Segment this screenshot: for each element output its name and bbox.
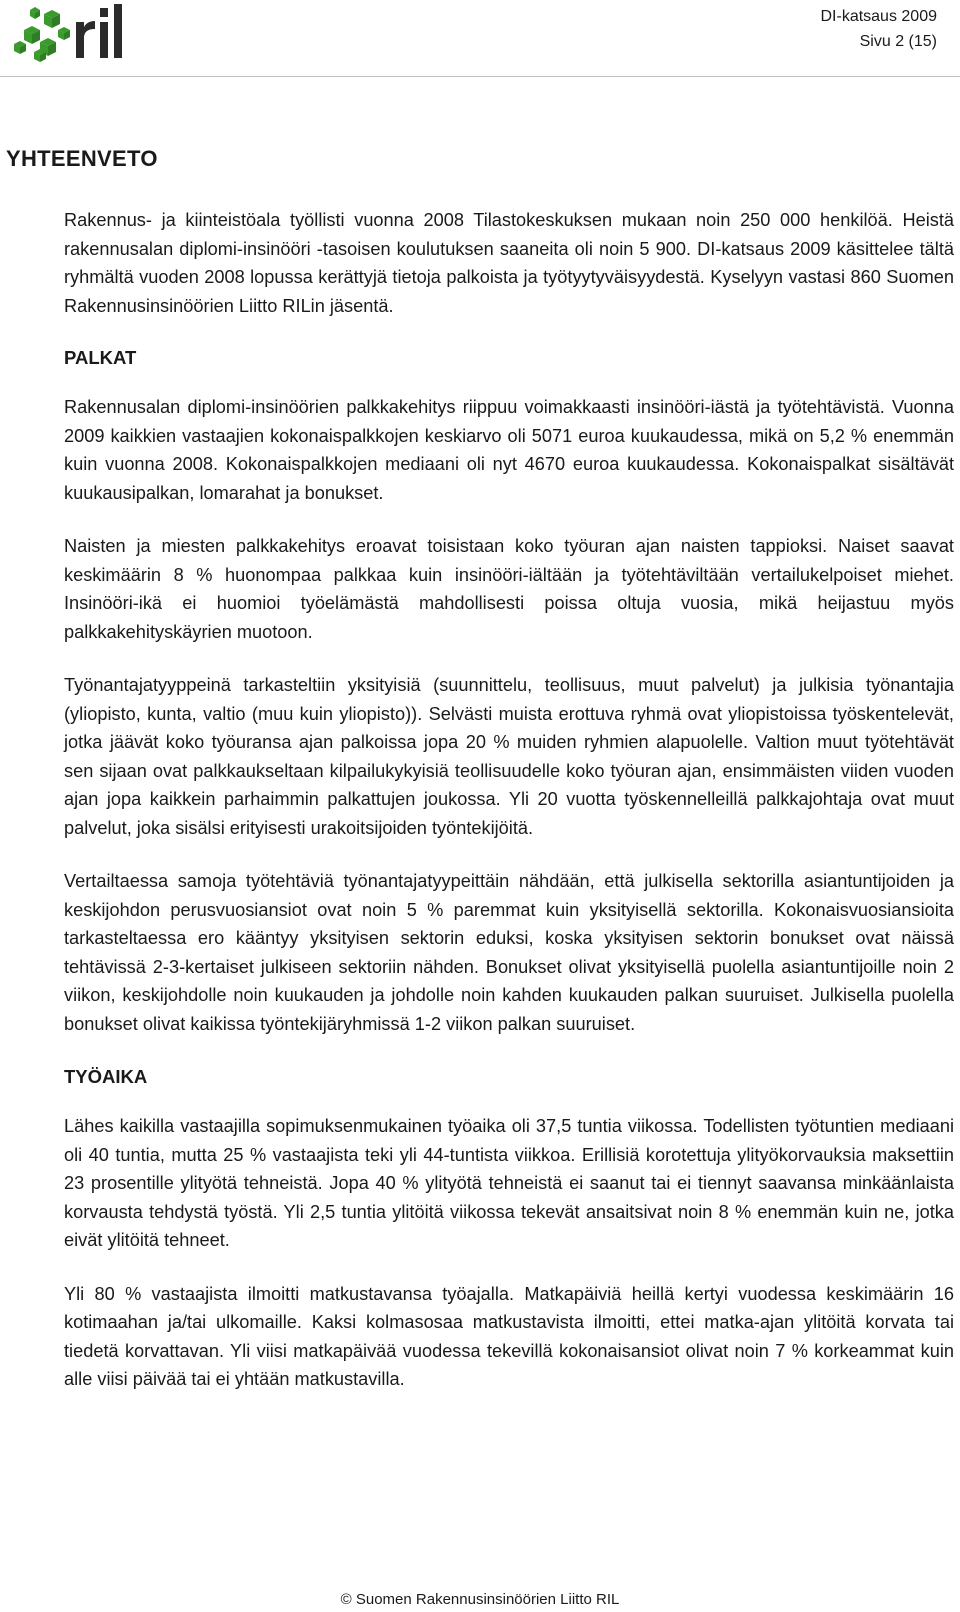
ril-logo-icon xyxy=(10,0,140,70)
intro-paragraph: Rakennus- ja kiinteistöala työllisti vuonna 2008 Tilastokeskuksen mukaan noin 250 000 henkilöä. Heistä rakennusalan diplomi-insinööri -tasoisen koulutuksen saaneita oli noin 5 900. DI-katsaus 2009 käsittelee tältä ryhmältä vuoden 2008 lopussa kerättyjä tietoja palkoista ja työtyytyväisyydestä. Kyselyyn vastasi 860 Suomen Rakennusinsinöörien Liitto RILin jäsentä. xyxy=(64,210,954,316)
body-paragraph: Naisten ja miesten palkkakehitys eroavat toisistaan koko työuran ajan naisten tappioksi. Naiset saavat keskimäärin 8 % huonompaa palkkaa kuin insinööri-iältään ja työtehtäviltään vertailukelpoiset miehet. Insinööri-ikä ei huomioi työelämästä mahdollisesti poissa oltuja vuosia, mikä heijastuu myös palkkakehityskäyrien muotoon. xyxy=(64,536,954,642)
document-title: DI-katsaus 2009 xyxy=(820,8,937,25)
section-heading-palkat: PALKAT xyxy=(64,347,137,368)
body-paragraph: Yli 80 % vastaajista ilmoitti matkustavansa työajalla. Matkapäiviä heillä kertyi vuodessa keskimäärin 16 kotimaahan ja/tai ulkomaille. Kaksi kolmasosaa matkustavista ilmoitti, ettei matka-ajan ylitöitä korvata tai tiedetä korvattavan. Yli viisi matkapäivää vuodessa tekevillä kokonaisansiot olivat noin 7 % korkeammat kuin alle viisi päivää tai ei yhtään matkustavilla. xyxy=(64,1283,954,1389)
main-content xyxy=(64,206,954,1419)
body-paragraph: Vertailtaessa samoja työtehtäviä työnantajatyypeittäin nähdään, että julkisella sektorilla asiantuntijoiden ja keskijohdon perusvuosiansiot ovat noin 5 % paremmat kuin yksityisellä sektorilla. Kokonaisvuosiansioita tarkasteltaessa ero kääntyy yksityisen sektorin eduksi, koska yksityisen sektorin bonukset ovat näissä tehtävissä 2-3-kertaiset julkiseen sektoriin nähden. Bonukset olivat yksityisellä puolella asiantuntijoille noin 2 viikon, keskijohdolle noin kuukauden ja johdolle noin kahden kuukauden palkan suuruiset. Julkisella puolella bonukset olivat kaikissa työntekijäryhmissä 1-2 viikon palkan suuruiset. xyxy=(64,871,954,1034)
document-meta xyxy=(820,4,937,54)
ril-logo xyxy=(10,0,140,70)
page-indicator: Sivu 2 (15) xyxy=(859,33,937,50)
header-divider xyxy=(0,76,960,77)
body-paragraph: Rakennusalan diplomi-insinöörien palkkakehitys riippuu voimakkaasti insinööri-iästä ja työtehtävistä. Vuonna 2009 kaikkien vastaajien kokonaispalkkojen keskiarvo oli 5071 euroa kuukaudessa, mikä on 5,2 % enemmän kuin vuonna 2008. Kokonaispalkkojen mediaani oli nyt 4670 euroa kuukaudessa. Kokonaispalkat sisältävät kuukausipalkan, lomarahat ja bonukset. xyxy=(64,397,954,503)
page-header xyxy=(0,0,960,80)
page-footer: © Suomen Rakennusinsinöörien Liitto RIL xyxy=(340,1591,620,1608)
page-title: YHTEENVETO xyxy=(6,146,158,171)
section-heading-tyoaika: TYÖAIKA xyxy=(64,1066,148,1087)
body-paragraph: Lähes kaikilla vastaajilla sopimuksenmukainen työaika oli 37,5 tuntia viikossa. Todellisten työtuntien mediaani oli 40 tuntia, mutta 25 % vastaajista teki yli 44-tuntista viikkoa. Erillisiä korotettuja ylityökorvauksia maksettiin 23 prosentille ylityötä tehneistä. Jopa 40 % ylityötä tehneistä ei saanut tai ei tiennyt saavansa minkäänlaista korvausta tehdystä työstä. Yli 2,5 tuntia ylitöitä viikossa tekevät ansaitsivat noin 8 % enemmän kuin ne, jotka eivät ylitöitä tehneet. xyxy=(64,1116,954,1250)
body-paragraph: Työnantajatyyppeinä tarkasteltiin yksityisiä (suunnittelu, teollisuus, muut palvelut) ja julkisia työnantajia (yliopisto, kunta, valtio (muu kuin yliopisto)). Selvästi muista erottuva ryhmä ovat yliopistoissa työskentelevät, jotka jäävät koko työuransa ajan palkoissa jopa 20 % muiden ryhmien alapuolelle. Valtion muut työtehtävät sen sijaan ovat palkkaukseltaan kilpailukykyisiä teollisuudelle koko työuran ajan, ensimmäisten viiden vuoden ajan jopa kaikkein parhaimmin palkattujen joukossa. Yli 20 vuotta työskennelleillä palkkajohtaja ovat muut palvelut, joka sisälsi erityisesti urakoitsijoiden työntekijöitä. xyxy=(64,675,954,838)
